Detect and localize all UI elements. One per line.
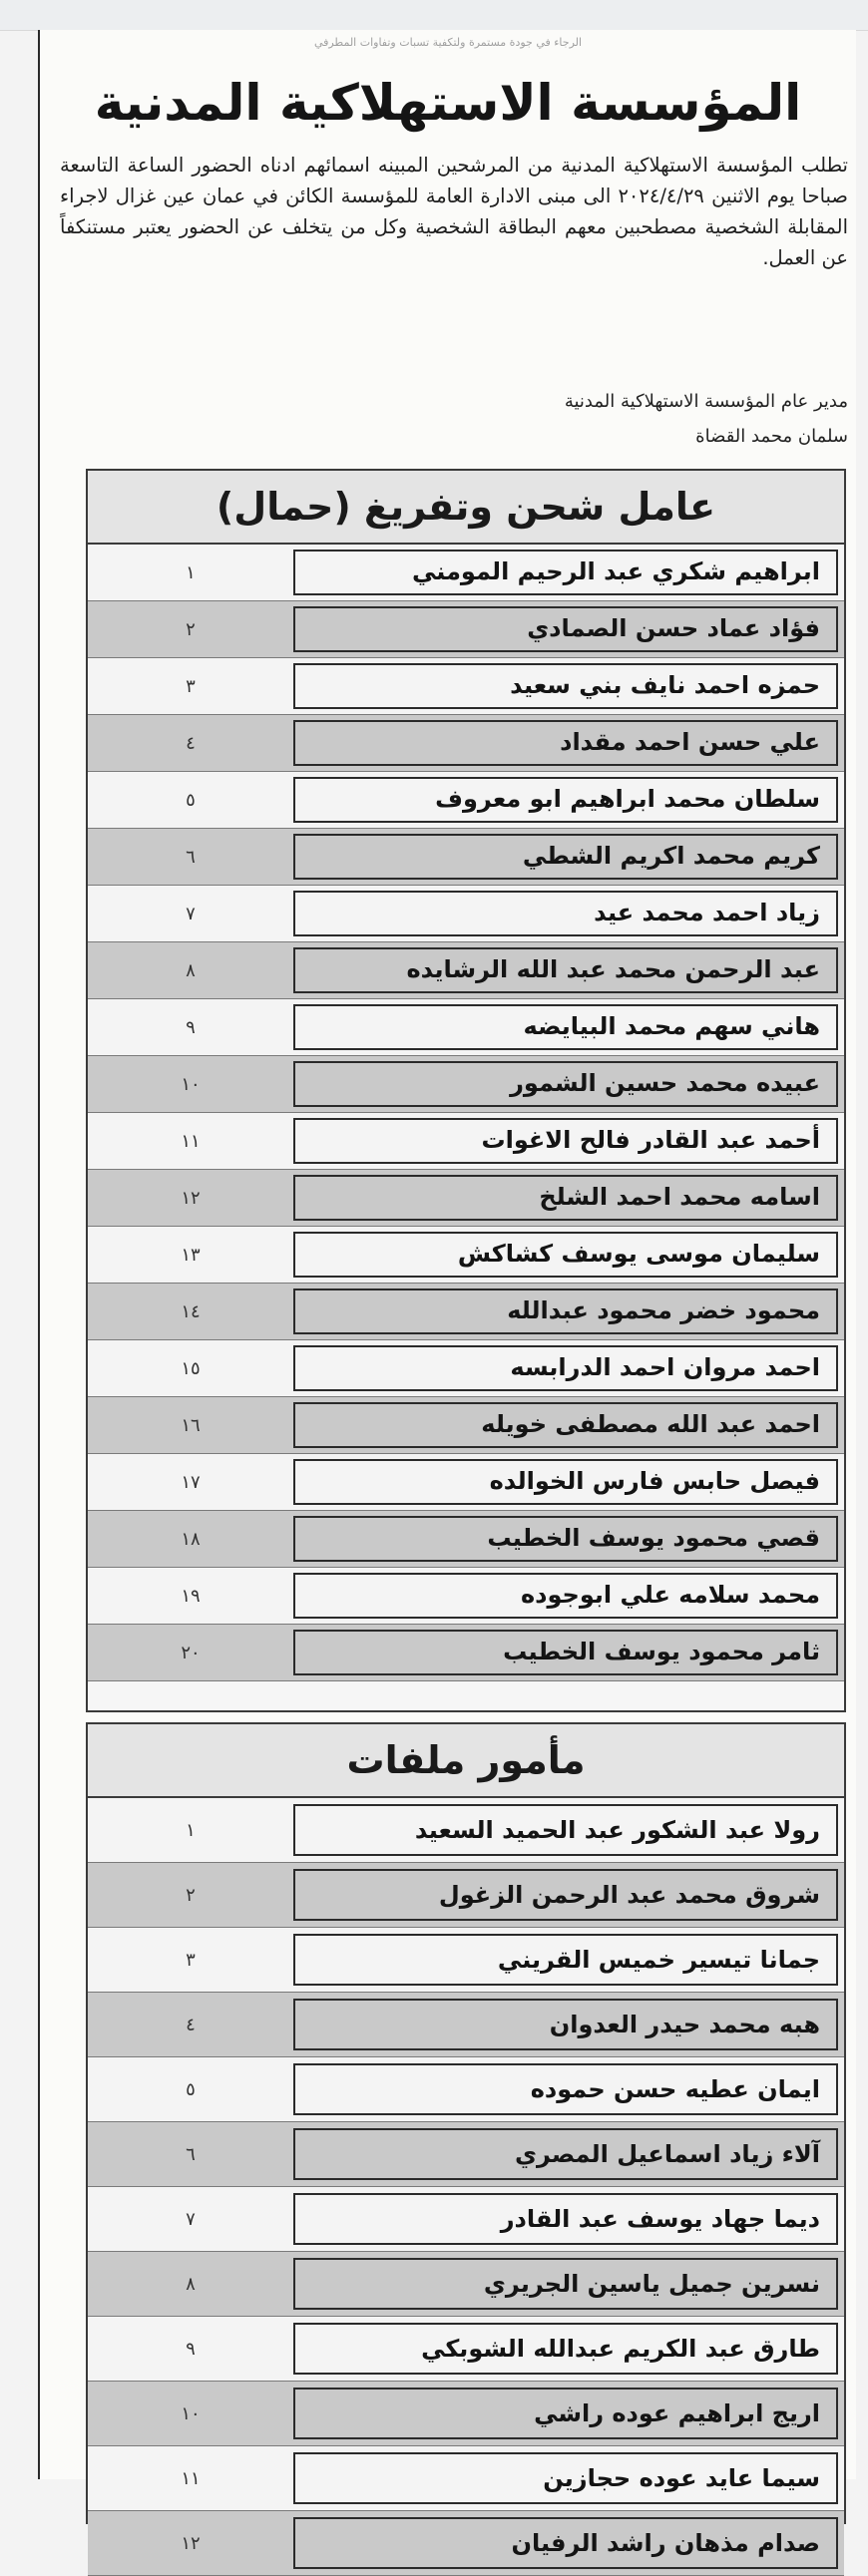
row-number: ٦ <box>186 847 196 868</box>
row-number: ٨ <box>186 960 196 981</box>
section-porters <box>86 469 846 1712</box>
candidate-name: آلاء زياد اسماعيل المصري <box>293 2128 838 2180</box>
row-number: ١٧ <box>181 1472 201 1493</box>
row-number: ٩ <box>186 2339 196 2360</box>
row-number: ١٨ <box>181 1529 201 1550</box>
row-number: ١٢ <box>181 2533 201 2554</box>
row-number: ٩ <box>186 1017 196 1038</box>
row-number: ٥ <box>186 2079 196 2100</box>
table-row <box>88 2187 844 2252</box>
row-number: ٢ <box>186 619 196 640</box>
candidate-name: زياد احمد محمد عيد <box>293 891 838 936</box>
table-row <box>88 1113 844 1170</box>
table-row <box>88 1798 844 1863</box>
row-number: ٥ <box>186 790 196 811</box>
table-row <box>88 1928 844 1993</box>
newspaper-clipping <box>38 30 856 2557</box>
candidate-name: رولا عبد الشكور عبد الحميد السعيد <box>293 1804 838 1856</box>
announcement-body: تطلب المؤسسة الاستهلاكية المدنية من المرشحين المبينه اسمائهم ادناه الحضور الساعة التاسعة صباحا يوم الاثنين ٢٠٢٤/٤/٢٩ الى مبنى الادارة العامة للمؤسسة الكائن في عمان عين غزال لاجراء المقابلة الشخصية مصطحبين معهم البطاقة الشخصية وكل من يتخلف عن الحضور يعتبر مستنكفاً عن العمل. <box>60 154 848 269</box>
candidate-name: احمد مروان احمد الدرابسه <box>293 1345 838 1391</box>
table-row <box>88 2382 844 2446</box>
row-number: ١ <box>186 562 196 583</box>
candidate-name: فؤاد عماد حسن الصمادي <box>293 606 838 652</box>
row-number: ١٥ <box>181 1358 201 1379</box>
candidate-name: ايمان عطيه حسن حموده <box>293 2063 838 2115</box>
row-number: ١١ <box>181 1131 201 1152</box>
candidate-name: حمزه احمد نايف بني سعيد <box>293 663 838 709</box>
candidate-name: ثامر محمود يوسف الخطيب <box>293 1630 838 1675</box>
section-file-clerks-title: مأمور ملفات <box>88 1724 844 1798</box>
row-number: ٤ <box>186 2015 196 2035</box>
candidate-name: اريج ابراهيم عوده راشي <box>293 2388 838 2439</box>
table-row <box>88 2252 844 2317</box>
row-number: ٧ <box>186 2209 196 2230</box>
section-porters-list <box>88 545 844 1681</box>
table-row <box>88 1284 844 1340</box>
candidate-name: احمد عبد الله مصطفى خويله <box>293 1402 838 1448</box>
candidate-name: كريم محمد اكريم الشطي <box>293 834 838 880</box>
signatory-title: مدير عام المؤسسة الاستهلاكية المدنية <box>564 391 848 412</box>
table-row <box>88 942 844 999</box>
header-tagline: الرجاء في جودة مستمرة ولتكفية تسبات وتفاوات المطرفي <box>313 36 583 49</box>
candidate-name: أحمد عبد القادر فالح الاغوات <box>293 1118 838 1164</box>
row-number: ١٦ <box>181 1415 201 1436</box>
browser-top-bar <box>0 0 868 31</box>
table-row <box>88 1170 844 1227</box>
section-file-clerks <box>86 1722 846 2557</box>
candidate-name: فيصل حابس فارس الخوالده <box>293 1459 838 1505</box>
row-number: ٤ <box>186 733 196 754</box>
table-row <box>88 1227 844 1284</box>
candidate-name: اسامه محمد احمد الشلخ <box>293 1175 838 1221</box>
row-number: ٢ <box>186 1885 196 1906</box>
candidate-name: سليمان موسى يوسف كشاكش <box>293 1232 838 1278</box>
candidate-name: جمانا تيسير خميس القريني <box>293 1934 838 1986</box>
row-number: ٨ <box>186 2274 196 2295</box>
candidate-name: سلطان محمد ابراهيم ابو معروف <box>293 777 838 823</box>
table-row <box>88 1993 844 2057</box>
row-number: ١٤ <box>181 1301 201 1322</box>
row-number: ٧ <box>186 904 196 924</box>
table-row <box>88 1397 844 1454</box>
row-number: ٢٠ <box>181 1643 201 1663</box>
table-row <box>88 658 844 715</box>
table-row <box>88 715 844 772</box>
table-row <box>88 1454 844 1511</box>
signatory-name: سلمان محمد القضاة <box>695 426 848 447</box>
candidate-name: عبد الرحمن محمد عبد الله الرشايده <box>293 947 838 993</box>
candidate-name: علي حسن احمد مقداد <box>293 720 838 766</box>
table-row <box>88 1863 844 1928</box>
row-number: ١٩ <box>181 1586 201 1607</box>
candidate-name: قصي محمود يوسف الخطيب <box>293 1516 838 1562</box>
table-row <box>88 2317 844 2382</box>
table-row <box>88 999 844 1056</box>
row-number: ١٠ <box>181 1074 201 1095</box>
table-row <box>88 829 844 886</box>
table-row <box>88 601 844 658</box>
candidate-name: طارق عبد الكريم عبدالله الشوبكي <box>293 2323 838 2375</box>
candidate-name: شروق محمد عبد الرحمن الزغول <box>293 1869 838 1921</box>
section-porters-title: عامل شحن وتفريغ (حمال) <box>88 471 844 545</box>
candidate-name: صدام مذهان راشد الرفيان <box>293 2517 838 2569</box>
candidate-name: ديما جهاد يوسف عبد القادر <box>293 2193 838 2245</box>
row-number: ٦ <box>186 2144 196 2165</box>
row-number: ١٢ <box>181 1188 201 1209</box>
table-row <box>88 886 844 942</box>
candidate-name: محمود خضر محمود عبدالله <box>293 1288 838 1334</box>
candidate-name: محمد سلامه علي ابوجوده <box>293 1573 838 1619</box>
table-row <box>88 1511 844 1568</box>
row-number: ٣ <box>186 676 196 697</box>
table-row <box>88 772 844 829</box>
row-number: ١٣ <box>181 1245 201 1266</box>
table-row <box>88 1625 844 1681</box>
candidate-name: سيما عايد عوده حجازين <box>293 2452 838 2504</box>
candidate-name: هبه محمد حيدر العدوان <box>293 1999 838 2050</box>
candidate-name: نسرين جميل ياسين الجريري <box>293 2258 838 2310</box>
candidate-name: عبيده محمد حسين الشمور <box>293 1061 838 1107</box>
table-row <box>88 1340 844 1397</box>
table-row <box>88 2057 844 2122</box>
row-number: ١٠ <box>181 2403 201 2424</box>
table-row <box>88 1056 844 1113</box>
candidate-name: ابراهيم شكري عبد الرحيم المومني <box>293 550 838 595</box>
candidate-name: هاني سهم محمد البيايضه <box>293 1004 838 1050</box>
section-file-clerks-list <box>88 1798 844 2576</box>
row-number: ١ <box>186 1820 196 1841</box>
page-title: المؤسسة الاستهلاكية المدنية <box>94 74 802 132</box>
table-row <box>88 2122 844 2187</box>
table-row <box>88 1568 844 1625</box>
table-row <box>88 545 844 601</box>
row-number: ٣ <box>186 1950 196 1971</box>
table-row <box>88 2511 844 2576</box>
row-number: ١١ <box>181 2468 201 2489</box>
